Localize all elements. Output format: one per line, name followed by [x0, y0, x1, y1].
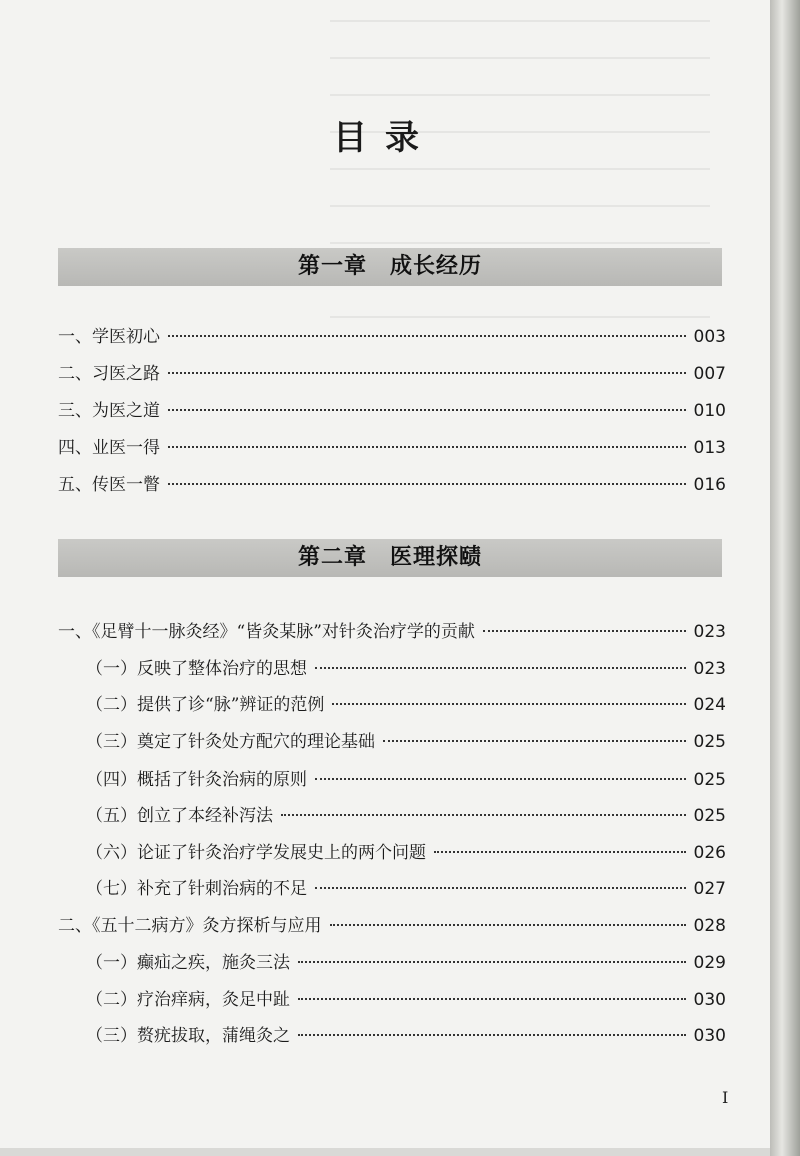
- leader-dots: [434, 851, 686, 853]
- leader-dots: [298, 961, 686, 963]
- toc-entry-page: 007: [693, 364, 726, 384]
- toc-entry-text: （六）论证了针灸治疗学发展史上的两个问题: [86, 843, 426, 863]
- toc-entry-page: 025: [693, 806, 726, 826]
- toc-entry-page: 030: [693, 990, 726, 1010]
- leader-dots: [168, 409, 686, 411]
- toc-subentry: [86, 874, 726, 904]
- leader-dots: [168, 372, 686, 374]
- toc-entry-page: 029: [693, 953, 726, 973]
- leader-dots: [168, 483, 686, 485]
- toc-subentry: [86, 801, 726, 831]
- toc-entry-text: （一）反映了整体治疗的思想: [86, 659, 307, 679]
- toc-subentry: [86, 727, 726, 757]
- toc-subentry: [86, 948, 726, 978]
- toc-entry-text: 二、习医之路: [58, 364, 160, 384]
- leader-dots: [168, 446, 686, 448]
- toc-entry: [58, 433, 726, 463]
- leader-dots: [330, 924, 686, 926]
- leader-dots: [332, 703, 685, 705]
- toc-entry-text: （一）癫疝之疾，施灸三法: [86, 953, 290, 973]
- leader-dots: [315, 778, 686, 780]
- page-title: 目录: [333, 118, 437, 158]
- toc-entry-text: （五）创立了本经补泻法: [86, 806, 273, 826]
- toc-subentry: [86, 690, 726, 720]
- toc-entry-text: （四）概括了针灸治病的原则: [86, 770, 307, 790]
- leader-dots: [281, 814, 686, 816]
- leader-dots: [315, 887, 686, 889]
- leader-dots: [298, 1034, 686, 1036]
- toc-entry-text: （二）提供了诊“脉”辨证的范例: [86, 695, 325, 715]
- toc-entry-text: 五、传医一瞥: [58, 475, 160, 495]
- toc-entry-page: 025: [693, 732, 726, 752]
- toc-subentry: [86, 838, 726, 868]
- toc-entry: [58, 359, 726, 389]
- chapter-heading-1: [58, 248, 722, 286]
- toc-entry: [58, 322, 726, 352]
- toc-entry-text: （三）赘疣拔取，蒲绳灸之: [86, 1026, 290, 1046]
- toc-entry-text: 三、为医之道: [58, 401, 160, 421]
- toc-entry-page: 025: [693, 770, 726, 790]
- toc-entry-text: 一、《足臂十一脉灸经》“皆灸某脉”对针灸治疗学的贡献: [58, 622, 475, 642]
- chapter-title: 第二章 医理探赜: [297, 545, 482, 570]
- toc-entry-page: 023: [693, 659, 726, 679]
- leader-dots: [383, 740, 686, 742]
- toc-entry-text: （七）补充了针刺治病的不足: [86, 879, 307, 899]
- toc-entry-page: 003: [693, 327, 726, 347]
- toc-entry: [58, 470, 726, 500]
- toc-entry-page: 023: [693, 622, 726, 642]
- toc-entry-page: 024: [693, 695, 726, 715]
- toc-subentry: [86, 1021, 726, 1051]
- toc-entry-page: 010: [693, 401, 726, 421]
- toc-entry-text: （二）疗治痒病，灸足中趾: [86, 990, 290, 1010]
- book-edge: [770, 0, 800, 1156]
- chapter-title: 第一章 成长经历: [297, 254, 482, 279]
- toc-entry-text: （三）奠定了针灸处方配穴的理论基础: [86, 732, 375, 752]
- toc-entry-page: 016: [693, 475, 726, 495]
- leader-dots: [168, 335, 686, 337]
- toc-entry: [58, 911, 726, 941]
- chapter-heading-2: [58, 539, 722, 577]
- toc-subentry: [86, 765, 726, 795]
- toc-entry-page: 030: [693, 1026, 726, 1046]
- toc-entry-text: 二、《五十二病方》灸方探析与应用: [58, 916, 322, 936]
- toc-subentry: [86, 654, 726, 684]
- toc-entry: [58, 617, 726, 647]
- leader-dots: [483, 630, 686, 632]
- toc-entry-page: 027: [693, 879, 726, 899]
- leader-dots: [315, 667, 686, 669]
- toc-subentry: [86, 985, 726, 1015]
- toc-entry-page: 026: [693, 843, 726, 863]
- toc-entry-text: 一、学医初心: [58, 327, 160, 347]
- toc-entry-page: 013: [693, 438, 726, 458]
- toc-entry: [58, 396, 726, 426]
- toc-entry-page: 028: [693, 916, 726, 936]
- toc-entry-text: 四、业医一得: [58, 438, 160, 458]
- page-number: I: [722, 1088, 729, 1107]
- leader-dots: [298, 998, 686, 1000]
